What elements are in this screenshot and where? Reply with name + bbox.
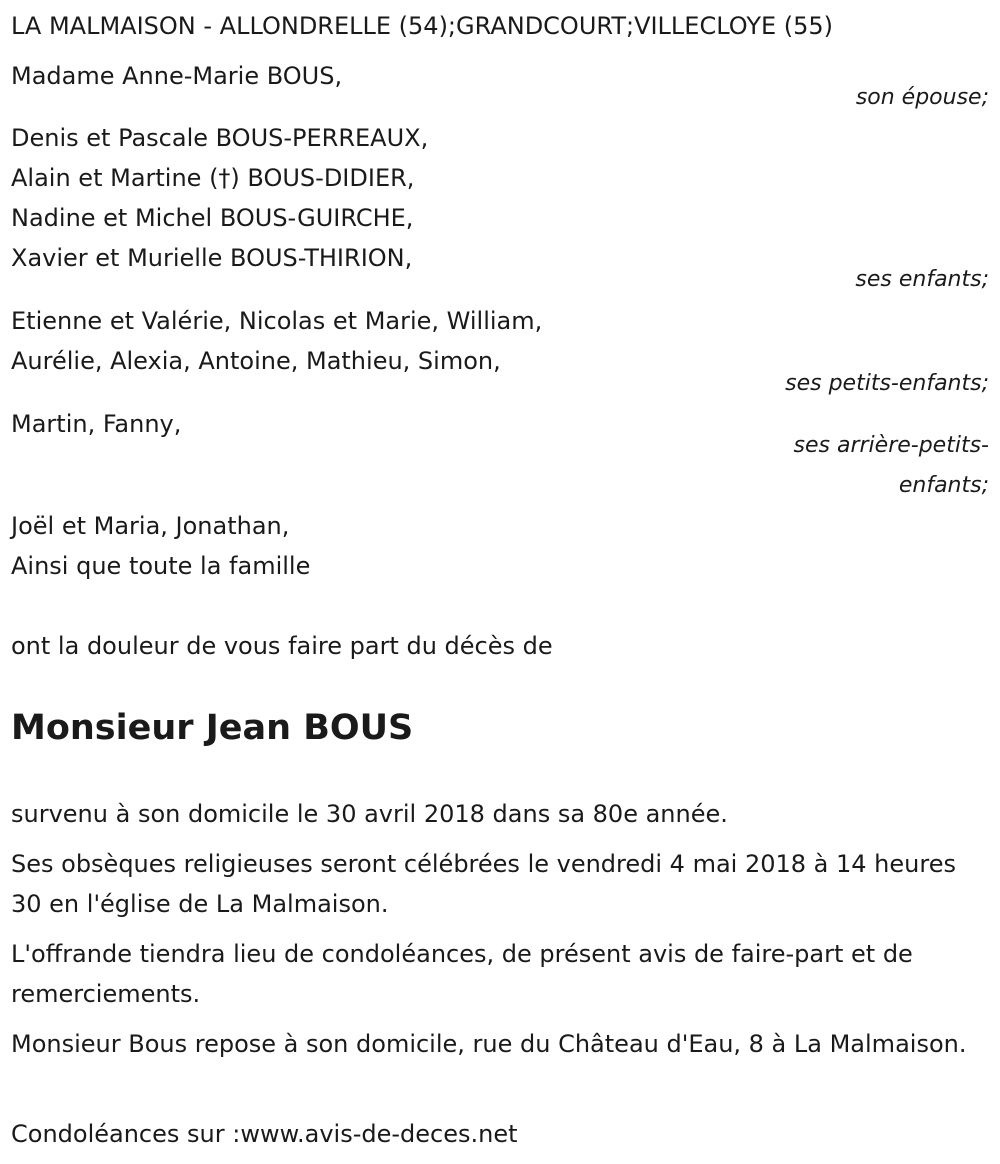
child-line: Alain et Martine (†) BOUS-DIDIER, — [11, 164, 415, 192]
grandchildren-relation: ses petits-enfants; — [785, 371, 989, 396]
spouse-relation: son épouse; — [855, 85, 989, 110]
condolences-prefix: Condoléances sur : — [11, 1120, 241, 1148]
death-details: survenu à son domicile le 30 avril 2018 dans sa 80e année. — [11, 800, 728, 828]
children-relation: ses enfants; — [855, 267, 989, 292]
condolences-line — [11, 1114, 518, 1154]
spouse-name: Madame Anne-Marie BOUS, — [11, 62, 343, 90]
locations-header: LA MALMAISON - ALLONDRELLE (54);GRANDCOURT;VILLECLOYE (55) — [11, 12, 834, 40]
other-family-line: Joël et Maria, Jonathan, — [11, 512, 290, 540]
great-grandchildren-relation-line1: ses arrière-petits- — [793, 433, 989, 458]
child-line: Denis et Pascale BOUS-PERREAUX, — [11, 124, 429, 152]
announcement-text: ont la douleur de vous faire part du décès de — [11, 632, 553, 660]
grandchild-line: Aurélie, Alexia, Antoine, Mathieu, Simon, — [11, 347, 501, 375]
child-line: Nadine et Michel BOUS-GUIRCHE, — [11, 204, 414, 232]
offering-details: L'offrande tiendra lieu de condoléances, de présent avis de faire-part et de remerciements. — [11, 940, 913, 1008]
grandchild-line: Etienne et Valérie, Nicolas et Marie, William, — [11, 307, 543, 335]
other-family-line: Ainsi que toute la famille — [11, 552, 311, 580]
great-grandchild-line: Martin, Fanny, — [11, 410, 182, 438]
great-grandchildren-relation-line2: enfants; — [898, 473, 989, 498]
child-line: Xavier et Murielle BOUS-THIRION, — [11, 244, 413, 272]
funeral-details: Ses obsèques religieuses seront célébrées le vendredi 4 mai 2018 à 14 heures 30 en l'église de La Malmaison. — [11, 850, 956, 918]
rest-details: Monsieur Bous repose à son domicile, rue du Château d'Eau, 8 à La Malmaison. — [11, 1030, 967, 1058]
condolences-link[interactable]: www.avis-de-deces.net — [240, 1120, 518, 1148]
deceased-name: Monsieur Jean BOUS — [11, 708, 414, 748]
